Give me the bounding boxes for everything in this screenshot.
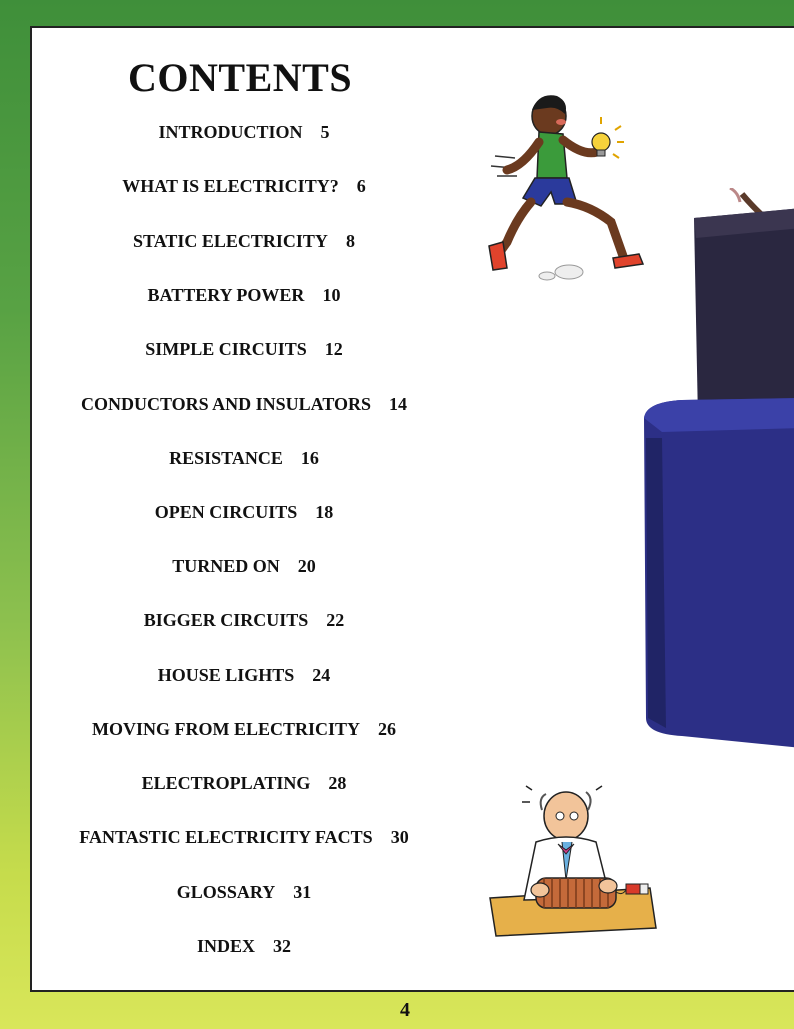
page-title: CONTENTS	[128, 55, 353, 100]
toc-item-title: CONDUCTORS AND INSULATORS	[80, 394, 372, 414]
toc-item[interactable]	[32, 719, 456, 740]
toc-item-page: 8	[345, 231, 355, 251]
toc-item-title: FANTASTIC ELECTRICITY FACTS	[79, 827, 373, 847]
toc-item[interactable]	[32, 827, 456, 848]
toc-item-title: BATTERY POWER	[147, 285, 305, 305]
toc-item-page: 22	[326, 610, 345, 630]
toc-item-page: 6	[356, 176, 366, 196]
toc-item-title: ELECTROPLATING	[141, 773, 311, 793]
toc-item[interactable]	[32, 339, 456, 360]
toc-item-title: TURNED ON	[172, 556, 280, 576]
toc-item-title: OPEN CIRCUITS	[154, 502, 298, 522]
toc-item-title: INDEX	[196, 936, 255, 956]
page-number: 4	[400, 999, 410, 1021]
toc-item-page: 16	[300, 448, 319, 468]
toc-item[interactable]	[32, 773, 456, 794]
toc-item-page: 32	[273, 936, 291, 956]
toc-item-title: MOVING FROM ELECTRICITY	[91, 719, 360, 739]
toc-item-page: 31	[293, 882, 312, 902]
battery-illustration	[642, 188, 794, 748]
toc-item-title: RESISTANCE	[169, 448, 283, 468]
toc-item[interactable]	[32, 882, 456, 903]
toc-item-page: 5	[320, 122, 330, 142]
toc-item-title: STATIC ELECTRICITY	[133, 231, 328, 251]
toc-item[interactable]	[32, 285, 456, 306]
toc-item-page: 26	[378, 719, 396, 739]
toc-item[interactable]	[32, 556, 456, 577]
toc-item[interactable]	[32, 610, 456, 631]
toc-item-page: 30	[390, 827, 409, 847]
toc-item-title: HOUSE LIGHTS	[157, 665, 295, 685]
toc-item[interactable]	[32, 502, 456, 523]
toc-item[interactable]	[32, 176, 456, 197]
toc-item-page: 24	[312, 665, 331, 685]
toc-item-page: 12	[324, 339, 343, 359]
toc-item-page: 28	[328, 773, 347, 793]
toc-item-page: 18	[315, 502, 334, 522]
toc-item-page: 20	[297, 556, 316, 576]
running-boy-illustration	[487, 86, 647, 286]
toc-item[interactable]	[32, 936, 456, 957]
toc-item[interactable]	[32, 122, 456, 143]
toc-item-page: 14	[389, 394, 408, 414]
contents-page	[30, 26, 794, 992]
toc-item-title: BIGGER CIRCUITS	[143, 610, 309, 630]
toc-item-title: INTRODUCTION	[158, 122, 303, 142]
toc-item-page: 10	[322, 285, 341, 305]
toc-item-title: GLOSSARY	[176, 882, 276, 902]
toc-item[interactable]	[32, 448, 456, 469]
toc-item[interactable]	[32, 665, 456, 686]
toc-item-title: SIMPLE CIRCUITS	[145, 339, 307, 359]
table-of-contents	[32, 28, 502, 990]
toc-item[interactable]	[32, 394, 456, 415]
toc-item-title: WHAT IS ELECTRICITY?	[122, 176, 339, 196]
professor-illustration	[480, 780, 665, 940]
toc-item[interactable]	[32, 231, 456, 252]
